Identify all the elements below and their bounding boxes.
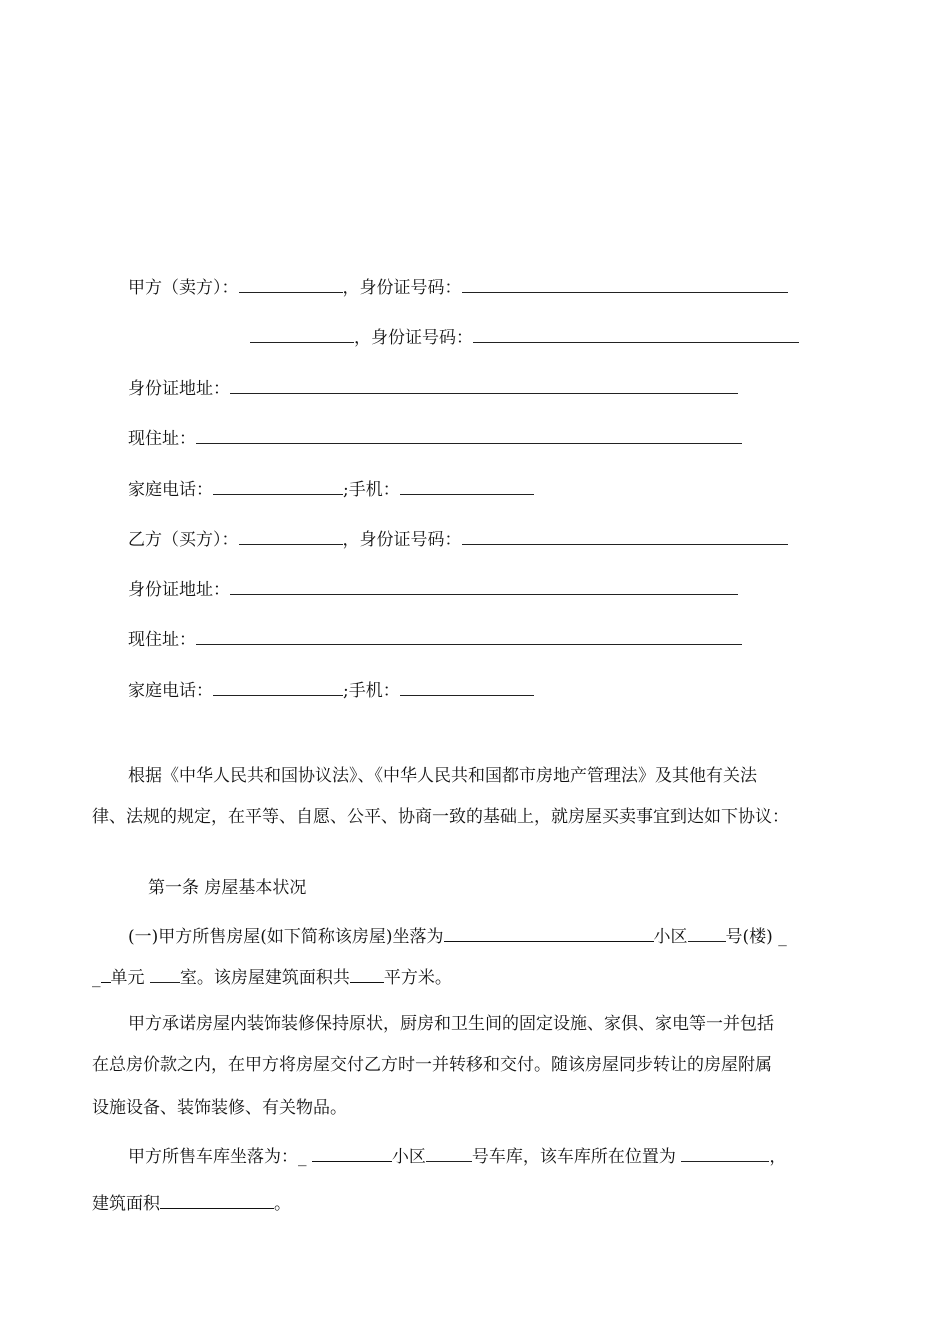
party-a-home-phone-blank[interactable] bbox=[213, 478, 343, 495]
party-a-id-address-blank[interactable] bbox=[230, 377, 738, 394]
party-b-home-phone-label: 家庭电话： bbox=[128, 681, 213, 701]
party-a-current-address-label: 现住址： bbox=[128, 429, 196, 449]
party-b-line bbox=[128, 528, 788, 551]
party-a-second-name-blank[interactable] bbox=[250, 326, 354, 343]
preamble-line-2: 律、法规的规定，在平等、自愿、公平、协商一致的基础上，就房屋买卖事宜到达如下协议： bbox=[92, 807, 789, 827]
party-b-mobile-label: ;手机： bbox=[343, 681, 400, 701]
article-1-title: 第一条 房屋基本状况 bbox=[148, 878, 307, 898]
item-1-unit-label: 单元 bbox=[110, 968, 150, 988]
para-2-line-2: 在总房价款之内，在甲方将房屋交付乙方时一并转移和交付。随该房屋同步转让的房屋附属 bbox=[92, 1055, 772, 1075]
party-b-current-address-label: 现住址： bbox=[128, 630, 196, 650]
article-1-item-1-line-1 bbox=[128, 925, 787, 948]
party-a-current-address-line bbox=[128, 427, 742, 450]
preamble-line-1: 根据《中华人民共和国协议法》、《中华人民共和国都市房地产管理法》及其他有关法 bbox=[128, 766, 757, 786]
item-1-location-label: (一)甲方所售房屋(如下简称该房屋)坐落为 bbox=[128, 927, 444, 947]
garage-position-blank[interactable] bbox=[681, 1145, 769, 1162]
garage-line-2 bbox=[92, 1192, 291, 1215]
party-a-second-id-blank[interactable] bbox=[473, 326, 799, 343]
garage-location-label: 甲方所售车库坐落为：_ bbox=[128, 1147, 312, 1167]
party-b-id-address-blank[interactable] bbox=[230, 578, 738, 595]
party-b-phone-line bbox=[128, 679, 534, 702]
garage-line-1 bbox=[128, 1145, 786, 1168]
party-a-label: 甲方（卖方）： bbox=[128, 278, 239, 298]
garage-area-blank[interactable] bbox=[160, 1192, 274, 1209]
garage-position-label: 号车库，该车库所在位置为 bbox=[471, 1147, 682, 1167]
item-1-area-blank[interactable] bbox=[350, 966, 384, 983]
party-a-id-blank[interactable] bbox=[462, 276, 788, 293]
party-a-id-address-label: 身份证地址： bbox=[128, 379, 230, 399]
item-1-sqm-label: 平方米。 bbox=[383, 968, 452, 988]
garage-area-end: 。 bbox=[274, 1194, 291, 1214]
garage-number-blank[interactable] bbox=[426, 1145, 472, 1162]
item-1-building-label: 号(楼) _ bbox=[725, 927, 787, 947]
party-a-line bbox=[128, 276, 788, 299]
item-1-underscore: _ bbox=[92, 968, 101, 988]
party-b-id-label: ，身份证号码： bbox=[342, 530, 462, 550]
item-1-location-blank[interactable] bbox=[444, 925, 654, 942]
party-b-home-phone-blank[interactable] bbox=[213, 679, 343, 696]
article-1-item-1-line-2 bbox=[92, 966, 452, 989]
party-a-home-phone-label: 家庭电话： bbox=[128, 480, 213, 500]
party-b-mobile-blank[interactable] bbox=[400, 679, 534, 696]
party-a-mobile-blank[interactable] bbox=[400, 478, 534, 495]
garage-area-label: 建筑面积 bbox=[92, 1194, 160, 1214]
garage-comma: ， bbox=[769, 1147, 787, 1167]
item-1-room-blank[interactable] bbox=[150, 966, 180, 983]
item-1-area-label: 室。该房屋建筑面积共 bbox=[179, 968, 350, 988]
party-a-id-address-line bbox=[128, 377, 738, 400]
party-a-current-address-blank[interactable] bbox=[196, 427, 742, 444]
party-a-phone-line bbox=[128, 478, 534, 501]
party-b-name-blank[interactable] bbox=[239, 528, 343, 545]
party-a-id-label: ，身份证号码： bbox=[342, 278, 462, 298]
garage-community-label: 小区 bbox=[391, 1147, 426, 1167]
party-a-name-blank[interactable] bbox=[239, 276, 343, 293]
para-2-line-3: 设施设备、装饰装修、有关物品。 bbox=[92, 1098, 347, 1118]
item-1-unit-blank[interactable] bbox=[101, 966, 111, 983]
party-b-label: 乙方（买方）： bbox=[128, 530, 239, 550]
item-1-number-blank[interactable] bbox=[688, 925, 726, 942]
party-a-mobile-label: ;手机： bbox=[343, 480, 400, 500]
garage-location-blank[interactable] bbox=[312, 1145, 392, 1162]
party-a-second-id-label: ，身份证号码： bbox=[354, 328, 473, 348]
party-b-id-blank[interactable] bbox=[462, 528, 788, 545]
party-b-current-address-line bbox=[128, 628, 742, 651]
party-b-id-address-line bbox=[128, 578, 738, 601]
party-a-second-line bbox=[250, 326, 799, 349]
item-1-community-label: 小区 bbox=[653, 927, 688, 947]
para-2-line-1: 甲方承诺房屋内装饰装修保持原状，厨房和卫生间的固定设施、家俱、家电等一并包括 bbox=[128, 1014, 774, 1034]
party-b-current-address-blank[interactable] bbox=[196, 628, 742, 645]
party-b-id-address-label: 身份证地址： bbox=[128, 580, 230, 600]
